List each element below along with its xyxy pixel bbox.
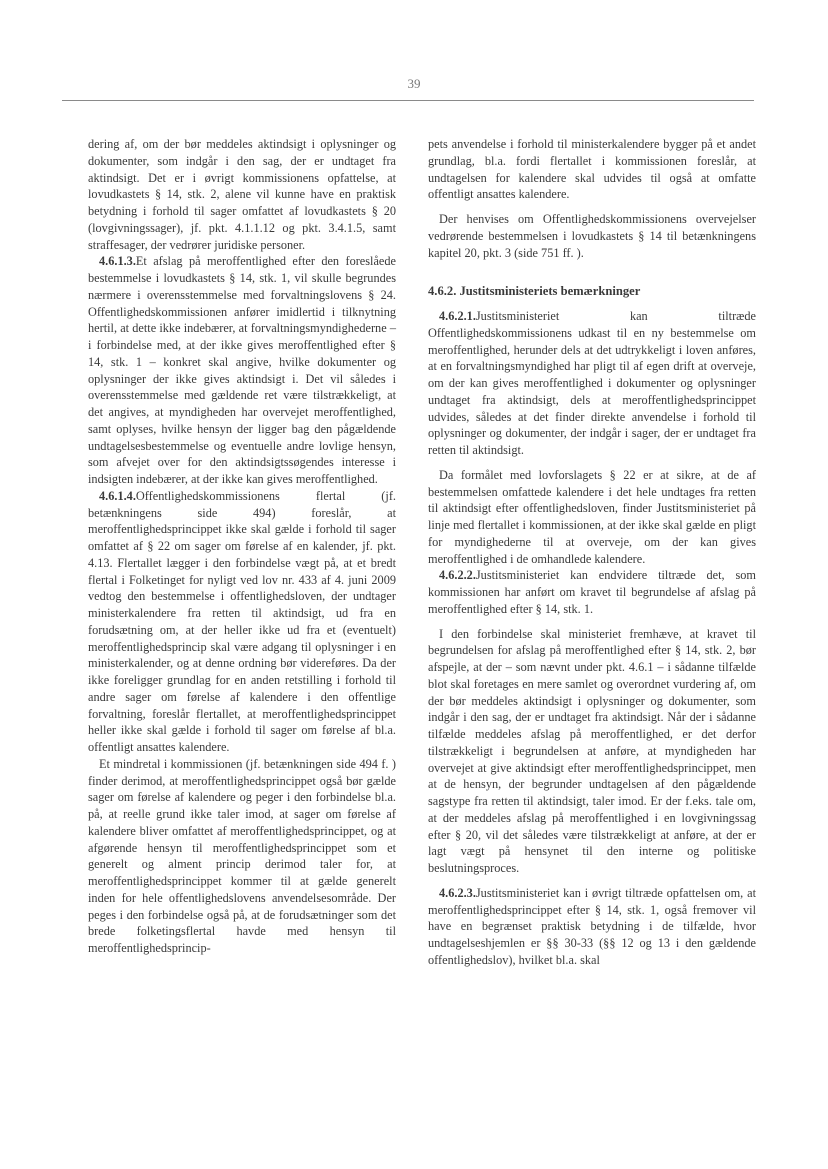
- left-column: [88, 136, 396, 957]
- paragraph-text: Justitsministeriet kan endvidere tiltræde det, som kommissionen har anført om kravet til begrundelse af afslag på meroffentlighed efter § 14, stk. 1.: [428, 568, 756, 616]
- paragraph: dering af, om der bør meddeles aktindsigt i oplysninger og dokumenter, som indgår i den sag, der er undtaget fra aktindsigt. Det er i øvrigt kommissionens opfattelse, at lovudkastets § 14, stk. 2, alene vil kunne have en praktisk betydning i forhold til sager omfattet af lovudkastets § 20 (lovgivningssager), jf. pkt. 4.1.1.12 og pkt. 3.4.1.5, samt straffesager, der vedrører juridiske personer.: [88, 137, 396, 252]
- section-number: 4.6.2.2.: [439, 568, 476, 583]
- paragraph-text: Justitsministeriet kan i øvrigt tiltræde opfattelsen om, at meroffentlighedsprincippet efter § 14, stk. 1, også fremover vil have en begrænset praktisk betydning i de tilfælde, hvor undtagelseshjemlen er §§ 30-33 (§§ 12 og 13 i den gældende offentlighedslov), hvilket bl.a. skal: [428, 885, 756, 967]
- paragraph-text: Justitsministeriet kan tiltræde Offentlighedskommissionens udkast til en ny bestemmelse om meroffentlighed, herunder dels at det udtrykkeligt i loven anføres, at en forvaltningsmyndighed har pligt til af egen drift at overveje, om der kan gives meroffentlighed i dokumenter og oplysninger undtaget fra aktindsigt, dels at meroffentlighedsprincippet udvides, således at det finder direkte anvendelse i forhold til oplysninger og dokumenter, der indgår i sager, der er undtaget fra retten til aktindsigt.: [428, 309, 756, 457]
- paragraph: [428, 567, 756, 617]
- section-number: 4.6.2.1.: [439, 309, 476, 323]
- paragraph: I den forbindelse skal ministeriet fremhæve, at kravet til begrundelsen for afslag på meroffentlighed efter § 14, stk. 2, bør afspejle, at der – som nævnt under pkt. 4.6.1 – i sådanne tilfælde blot skal foretages en mere samlet og overordnet vurdering af, om der bør meddeles aktindsigt i oplysninger og dokumenter, som indgår i den sag, der er undtaget fra aktindsigt. Når der i sådanne tilfælde meddeles afslag på meroffentlighed, er det derfor tilstrækkeligt i begrundelsen at anføre, at myndigheden har overvejet at give aktindsigt efter meroffentlighedsprincippet, men at de hensyn, der begrunder undtagelsen af den pågældende sagstype fra retten til aktindsigt, taler imod. Er der f.eks. tale om, at der meddeles afslag på meroffentlighed i en lovgivningssag efter § 20, vil det således være tilstrækkeligt at anføre, at der er lagt vægt på hensynet til den interne og politiske beslutningsproces.: [428, 626, 756, 875]
- section-number: 4.6.1.3.: [99, 254, 136, 269]
- paragraph: Der henvises om Offentlighedskommissionens overvejelser vedrørende bestemmelsen i lovudkastets § 14 til betænkningens kapitel 20, pkt. 3 (side 751 ff. ).: [428, 212, 756, 260]
- paragraph-text: Offentlighedskommissionens flertal (jf. betænkningens side 494) foreslår, at meroffentlighedsprincippet ikke skal gælde i forhold til sager omfattet af § 22 om sager om førelse af en kalender, jf. pkt. 4.13. Flertallet lægger i den forbindelse vægt på, at et bredt flertal i Folketinget for nyligt ved lov nr. 433 af 4. juni 2009 vedtog den bestemmelse i offentlighedsloven, der undtager ministerkalendere fra retten til aktindsigt, ud fra en forudsætning om, at der heller ikke ud fra et (eventuelt) meroffentlighedsprincip skal være adgang til oplysninger i en ministerkalender, og at denne ordning bør videreføres. Da der ikke foreligger grundlag for en anden retstilling i forhold til andre sager om førelse af kalendere i den offentlige forvaltning, foreslår flertallet, at meroffentlighedsprincippet heller ikke skal gælde i forhold til sager om førelse af bl.a. offentligt ansattes kalendere.: [88, 488, 396, 754]
- paragraph: [428, 885, 756, 969]
- paragraph: [88, 488, 396, 756]
- section-heading: 4.6.2. Justitsministeriets bemærkninger: [428, 284, 641, 299]
- paragraph: pets anvendelse i forhold til ministerkalendere bygger på et andet grundlag, bl.a. fordi flertallet i kommissionen foreslår, at undtagelsen for kalendere skal udvides til også at omfatte offentligt ansattes kalendere.: [428, 137, 756, 202]
- section-number: 4.6.2.3.: [439, 885, 476, 900]
- paragraph: Et mindretal i kommissionen (jf. betænkningen side 494 f. ) finder derimod, at meroffentlighedsprincippet også bør gælde sager om førelse af kalendere og peger i den forbindelse bl.a. på, at reelle grund ikke taler imod, at sager om førelse af kalendere bliver omfattet af meroffentlighedsprincippet, og at afgørende hensyn til meroffentlighedsprincippet som et generelt og alment princip derimod taler for, at meroffentlighedsprincippet kommer til at gælde generelt inden for hele offentlighedslovens anvendelsesområde. Der peges i den forbindelse også på, at de forudsætninger som det brede folketingsflertal havde med hensyn til meroffentlighedsprincip-: [88, 756, 396, 955]
- header-rule: [62, 100, 754, 101]
- paragraph-text: Et afslag på meroffentlighed efter den foreslåede bestemmelse i lovudkastets § 14, stk. 1, vil skulle begrundes nærmere i overensstemmelse med forvaltningslovens § 24. Offentlighedskommissionen anfører imidlertid i tilknytning hertil, at dette ikke indebærer, at forvaltningsmyndighederne – i forbindelse med, at der ikke gives meroffentlighed efter § 14, stk. 1 – konkret skal angive, hvilke dokumenter og oplysninger der ikke gives aktindsigt i. Det vil således i overensstemmelse med gældende ret være tilstrækkeligt, at det angives, at myndigheden har overvejet meroffentlighed, samt oplyses, hvilke hensyn der ligger bag den pågældende undtagelsesbestemmelse og eventuelle andre lovlige hensyn, som afvejet over for den aktindsigtssøgendes interesse i indsigten indebærer, at der ikke kan gives meroffentlighed.: [88, 254, 396, 486]
- right-column: [428, 136, 756, 969]
- paragraph: [428, 308, 756, 459]
- paragraph: Da formålet med lovforslagets § 22 er at sikre, at de af bestemmelsen omfattede kalendere i det hele undtages fra retten til aktindsigt efter offentlighedsloven, finder Justitsministeriet på linje med flertallet i kommissionen, at der ikke skal gælde en pligt for myndighederne til at overveje, om der kan gives meroffentlighed i de omhandlede kalendere.: [428, 467, 756, 566]
- page-number: 39: [407, 76, 421, 91]
- paragraph: [88, 253, 396, 488]
- section-number: 4.6.1.4.: [99, 488, 136, 503]
